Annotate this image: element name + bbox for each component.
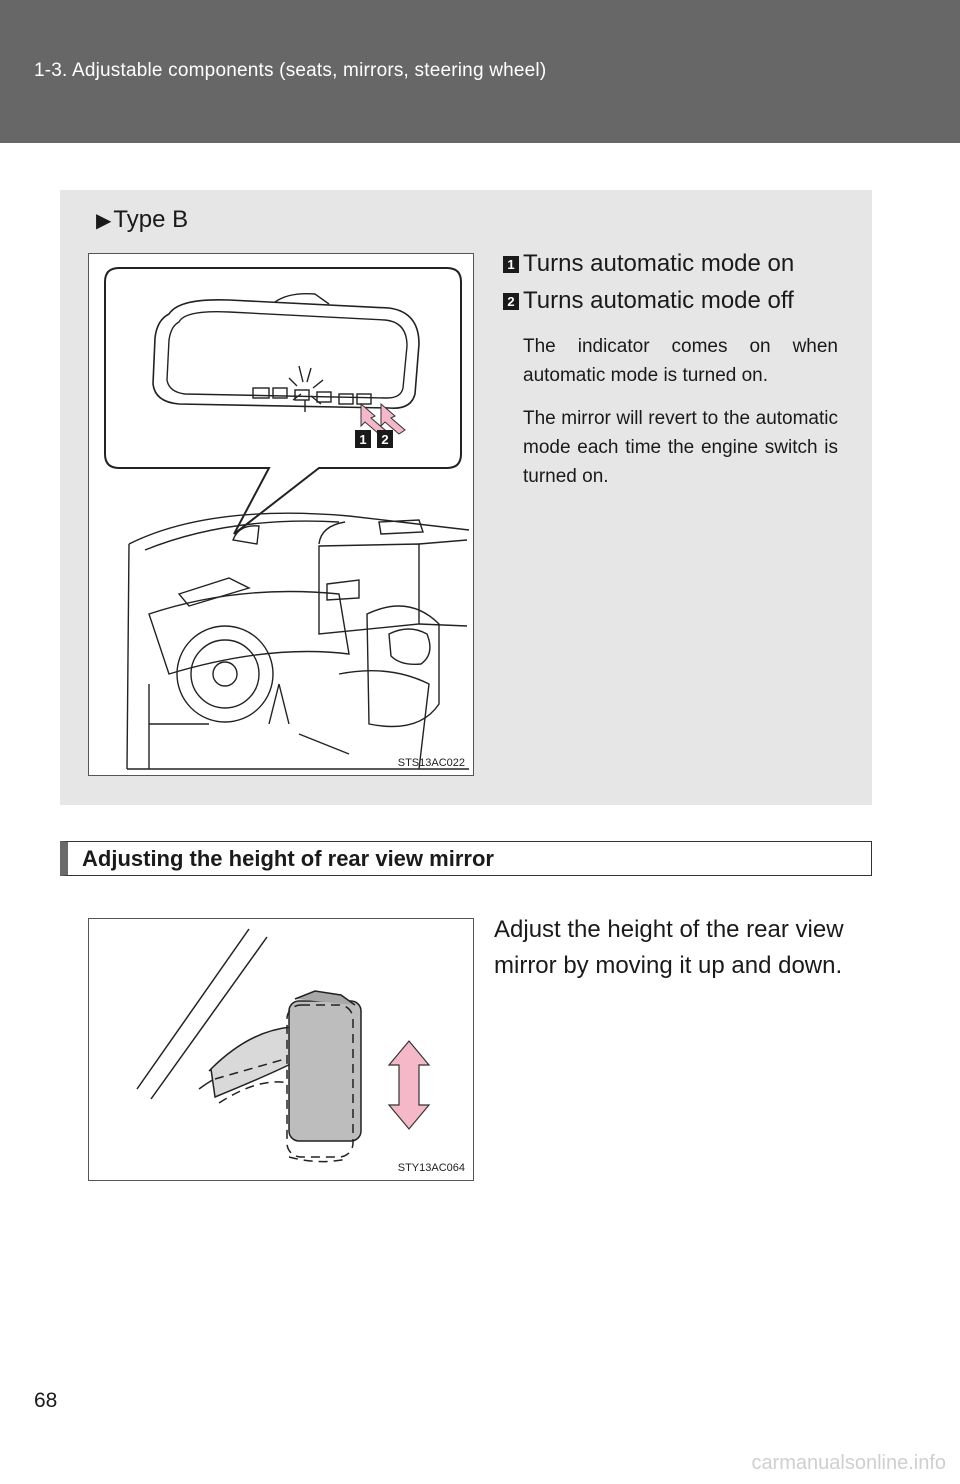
step-text: Turns automatic mode on	[523, 250, 795, 277]
note-indicator: The indicator comes on when automatic mode is turned on.	[523, 336, 838, 386]
triangle-bullet-icon: ▶	[96, 210, 112, 232]
mirror-height-drawing	[89, 919, 474, 1181]
cabin-drawing	[89, 254, 474, 776]
mirror-height-illustration	[88, 918, 474, 1181]
watermark: carmanualsonline.info	[751, 1452, 946, 1474]
step-1	[503, 250, 794, 278]
type-b-label: ▶Type B	[96, 206, 189, 233]
step-number-badge: 2	[503, 293, 519, 310]
step-2	[503, 287, 794, 315]
chapter-title: 1-3. Adjustable components (seats, mirrors, steering wheel)	[34, 60, 547, 81]
step-text: Turns automatic mode off	[523, 287, 794, 314]
step-number-badge: 1	[503, 256, 519, 273]
mirror-cabin-illustration	[88, 253, 474, 776]
note-revert: The mirror will revert to the automatic mode each time the engine switch is turned on.	[523, 408, 838, 487]
svg-text:2: 2	[381, 432, 389, 447]
figure-code: STS13AC022	[397, 757, 465, 769]
section-body-text: Adjust the height of the rear view mirror by moving it up and down.	[494, 916, 844, 979]
figure-code: STY13AC064	[397, 1162, 465, 1174]
svg-text:1: 1	[359, 432, 367, 447]
page-number: 68	[34, 1389, 58, 1412]
page-header	[0, 0, 960, 143]
section-heading: Adjusting the height of rear view mirror	[60, 841, 872, 876]
